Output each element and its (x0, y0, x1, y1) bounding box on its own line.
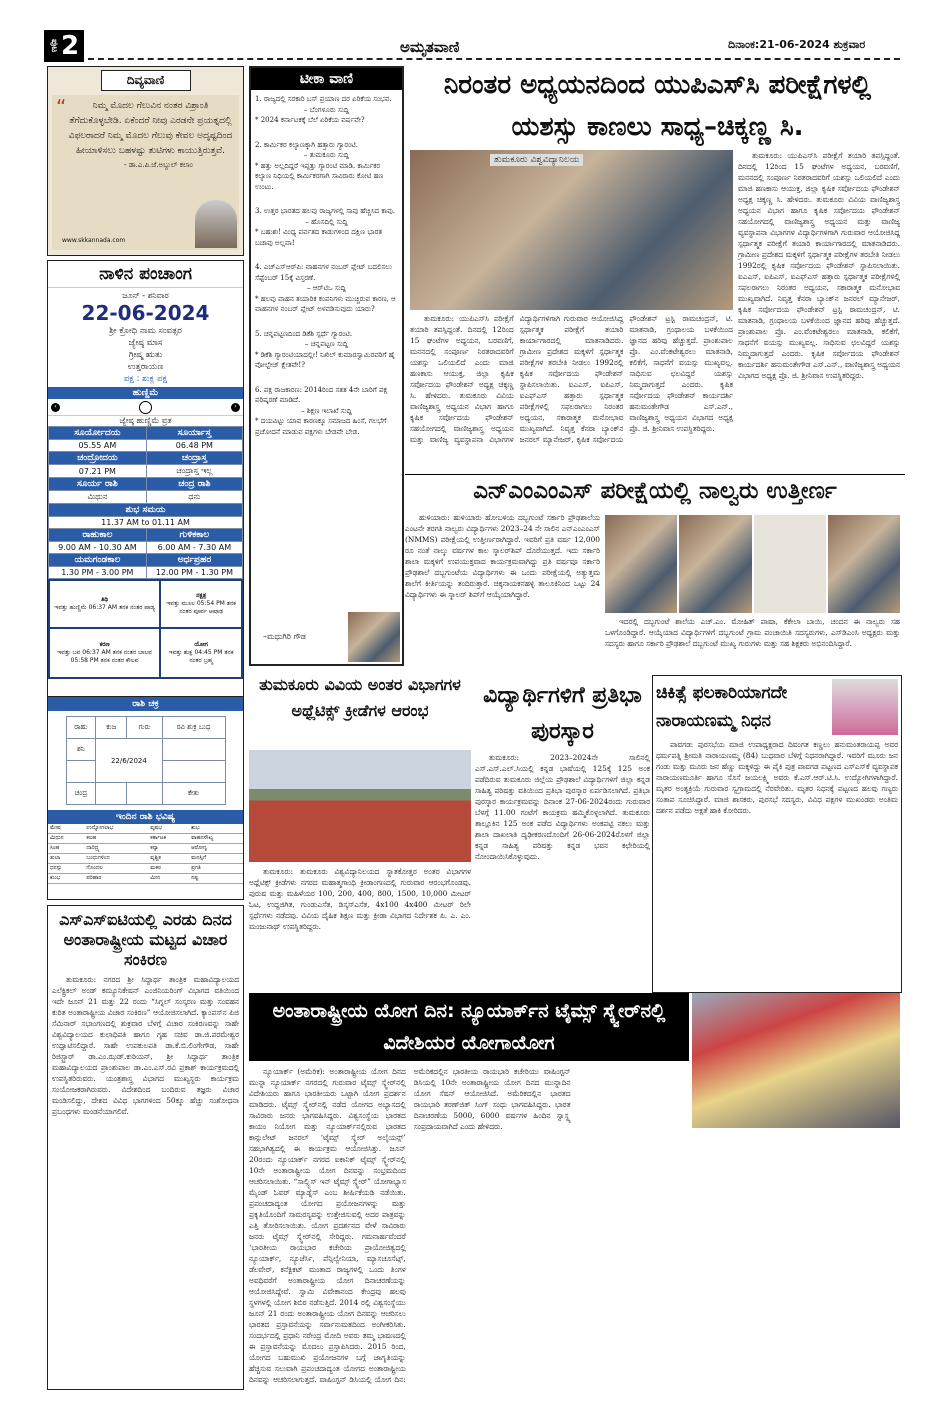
sunset-value: 06.48 PM (146, 440, 242, 452)
nmms-student-photos (605, 515, 900, 613)
athletics-body (249, 866, 471, 988)
divyavani-quote: ನಿಮ್ಮ ಮೊದಲ ಗೆಲುವಿನ ನಂತರ ವಿಶ್ರಾಂತಿ ತೆಗೆದುಕೊಳ್ಳಬೇಡಿ. ಏಕೆಂದರೆ ನೀವು ಎರಡನೇ ಪ್ರಯತ್ನದಲ್ಲಿ ವಿಫಲರಾದರೆ ನಿಮ್ಮ ಮೊದಲ ಗೆಲುವು ಕೇವಲ ಅದೃಷ್ಟದಿಂದ ಹೀಯಾಳಿಸಲು ಬಹಳಷ್ಟು ತುಟಿಗಳು ಕಾಯುತ್ತಿರುತ್ತವೆ. (68, 101, 233, 156)
moonrise-label: ಚಂದ್ರೋದಯ (49, 452, 147, 465)
yamaganda-value: 1.30 PM - 3.00 PM (49, 567, 147, 579)
rashi-bhavishya-cell: ಮಿಥುನ (48, 834, 84, 844)
rashi-cell: ರವಿ ಶುಕ್ರ ಬುಧ (162, 717, 225, 739)
rashi-bhavishya-row (48, 834, 243, 844)
tika-news: 5. ಚನ್ನಪಟ್ಟಣದಿಂದ ಡಿಕೆಶಿ ಸ್ಪರ್ಧೆ ಗ್ಯಾರಂಟಿ. (255, 329, 353, 338)
rashi-bhavishya-table (48, 824, 243, 884)
pratibha-headline: ವಿದ್ಯಾರ್ಥಿಗಳಿಗೆ ಪ್ರತಿಭಾ ಪುರಸ್ಕಾರ (483, 683, 642, 744)
tika-comment: * ಹಲವು ವಾಹನ ತಯಾರಿಕ ಕಂಪನಿಗಳು ಮುಚ್ಚಿರುವ ಕಾರಣ, ಆ ವಾಹನಗಳ ನಂಬರ್ ಪ್ಲೇಟ್ ಅಳವಡಿಸುವುದು ಯಾರು? (255, 294, 396, 313)
yamaganda-label: ಯಮಗಂಡಕಾಲ (49, 554, 147, 567)
rashi-bhavishya-cell: ಮಕರ (148, 864, 189, 874)
shubha-label: ಶುಭ ಸಮಯ (49, 504, 243, 517)
divyavani-author: - ಡಾ.ಎ.ಪಿ.ಜೆ.ಅಬ್ದುಲ್ ಕಲಾಂ (123, 161, 193, 169)
samvatsara: ಶ್ರೀ ಕ್ರೋಧಿ ನಾಮ ಸಂವತ್ಸರ (109, 326, 182, 336)
pratibha-text: ತುಮಕೂರು: 2023–2024ನೇ ಸಾಲಿನಲ್ಲಿ ಎಸ್.ಎಸ್.ಎಲ್.ಸಿಯಲ್ಲಿ ಕನ್ನಡ ಭಾಷೆಯಲ್ಲಿ 125ಕ್ಕೆ 125 ಅಂಕ ಪಡೆದಿರುವ ತುಮಕೂರು ಜಿಲ್ಲೆಯ ಪ್ರೌಢಶಾಲೆ ವಿದ್ಯಾರ್ಥಿಗಳಿಗೆ ಜಿಲ್ಲಾ ಕನ್ನಡ ಸಾಹಿತ್ಯ ಪರಿಷತ್ತು ವತಿಯಿಂದ ಪ್ರತಿಭಾ ಪುರಸ್ಕಾರ ಏರ್ಪಡಿಸಲಾಗಿದೆ. ಪ್ರತಿಭಾ ಪುರಸ್ಕಾರ ಕಾರ್ಯಕ್ರಮವನ್ನು ದಿನಾಂಕ 27-06-2024ರಂದು ಗುರುವಾರ ಬೆಳಗ್ಗೆ 11.00 ಗಂಟೆಗೆ ಕಾಯಕ್ರಮ ಹಮ್ಮಿಕೊಳ್ಳಲಾಗಿದೆ. ತುಮಕೂರು ತಾಲ್ಲೂಕಿನ 125 ಅಂಕ ಪಡೆದ ವಿದ್ಯಾರ್ಥಿಗಳು ಅಂಕಪಟ್ಟಿ ನಕಲು ಮತ್ತು ಶಾಲಾ ದಾಖಲಾತಿ ದೃಢೀಕರಣದೊಂದಿಗೆ 26-06-2024ರೊಳಗೆ ಜಿಲ್ಲಾ ಕನ್ನಡ ಸಾಹಿತ್ಯ ಪರಿಷತ್ತು ಕನ್ನಡ ಭವನ ಕಛೇರಿಯಲ್ಲಿ ನೋಂದಾಯಿಸಿಕೊಳ್ಳುವುದು. (475, 753, 650, 861)
tika-author: –ಮಧುಗಿರಿ ಗೌಡ (263, 632, 306, 641)
tika-news: 1. ರಾಜ್ಯದಲ್ಲಿ ಸರಕಾರಿ ಬಸ್ ಪ್ರಯಾಣ ದರ ಏರಿಕೆಯ ಸಂಭವ. (255, 95, 392, 103)
rashi-bhavishya-cell: ಕರ್ಕಾಟಕ (148, 834, 189, 844)
tika-news: 4. ಎಚ್‌ಎಸ್‌ಆರ್‌ಪಿ: ವಾಹನಗಳ ನಂಬರ್ ಪ್ಲೇಟ್ ಬದಲಿಸಲು ಸೆಪ್ಟೆಂಬರ್ 15ಕ್ಕೆ ವಿಸ್ತರಣೆ. (255, 263, 392, 282)
tika-item (255, 385, 398, 438)
header-divider (88, 58, 900, 60)
ssit-article (47, 905, 244, 1390)
sunset-label: ಸೂರ್ಯಾಸ್ತ (146, 427, 242, 440)
student-photo (605, 515, 677, 613)
athletics-photo (249, 750, 471, 862)
prev-arrow-icon[interactable]: ‹ (51, 403, 60, 412)
rashi-bhavishya-row (48, 824, 243, 834)
upsc-body: ತುಮಕೂರು: ಯುಪಿಎಸ್‌ಸಿ ಪರೀಕ್ಷೆಗೆ ತಯಾರಿ ತಪಸ್ಸಿದ್ದಂತೆ. ದಿನದಲ್ಲಿ 12ರಿಂದ 15 ಘಂಟೆಗಳ ಅಧ್ಯಯನ, ಬರವಣಿಗೆ, ಮನನದಲ್ಲಿ ಸಂಪೂರ್ಣ ನಿರತರಾದವರಿಗೆ ಯಶಸ್ಸು ಒಲಿಯಲಿದೆ ಎಂದು ಮಾಜಿ ಹಣಕಾಸು ಆಯುಕ್ತ, ಜಿಲ್ಲಾ ಕೃಷಿಕ ಸರ್ವೋದಯ ಫೌಂಡೇಶನ್ ಅಧ್ಯಕ್ಷ ಚಿಕ್ಕಣ್ಣ ಸಿ. ಹೇಳಿದರು. ತುಮಕೂರು ವಿವಿಯ ವಾಣಿಜ್ಯಶಾಸ್ತ್ರ ಅಧ್ಯಯನ ವಿಭಾಗ ಹಾಗೂ ಕೃಷಿಕ ಸರ್ವೋದಯ ಫೌಂಡೇಶನ್ ಸಹಯೋಗದಲ್ಲಿ ವಾಣಿಜ್ಯಶಾಸ್ತ್ರ ಅಧ್ಯಯನ ಮತ್ತು ವಾಣಿಜ್ಯ ವ್ಯವಸ್ಥಾಪನಾ ವಿಭಾಗಗಳ ವಿದ್ಯಾರ್ಥಿಗಳಿಗಾಗಿ ಗುರುವಾರ ಆಯೋಜಿಸಿದ್ದ ಸ್ಪರ್ಧಾತ್ಮಕ ಪರೀಕ್ಷೆಗೆ ತಯಾರಿ ಕಾರ್ಯಾಗಾರದಲ್ಲಿ ಮಾತನಾಡಿದರು. ಗ್ರಾಮೀಣ ಪ್ರದೇಶದ ಮಕ್ಕಳಿಗೆ ಸ್ಪರ್ಧಾತ್ಮಕ ಪರೀಕ್ಷೆಗಳ ತರಬೇತಿ ನೀಡಲು 1992ರಲ್ಲಿ ಕೃಷಿಕ ಸರ್ವೋದಯ ಫೌಂಡೇಶನ್ ಸ್ಥಾಪಿಸಲಾಯಿತು. ಐಎಎಸ್, ಐಪಿಎಸ್, ಐಎಫ್‌ಎಸ್ ಹತ್ತಾರು ಸ್ಪರ್ಧಾತ್ಮಕ ಪರೀಕ್ಷೆಗಳಲ್ಲಿ ಸಫಲರಾಗಲು ನಿರಂತರ ಅಧ್ಯಯನ, ಸಕಾರಾತ್ಮಕ ಮನೋಭಾವ ಮುಖ್ಯವಾಗಿದೆ. ನಿವೃತ್ತ ಕೆನರಾ ಬ್ಯಾಂಕ್‌ನ ಜನರಲ್ ಮ್ಯಾನೇಜರ್, ಕೃಷಿಕ ಸರ್ವೋದಯ ಫೌಂಡೇಶನ್ ಟ್ರಸ್ಟಿ ರಾಮಚಂದ್ರನ್, ಟಿ. ಮಾತನಾಡಿ, ಗ್ರಂಥಾಲಯ ಬಳಕೆಯಿಂದ ಜ್ಞಾನದ ಹರಿವು ಹೆಚ್ಚುತ್ತದೆ. ಪ್ರಾಂಶುಪಾಲ ಪ್ರೊ. ಎಂ.ವೆಂಕಟೇಶ್ವರಲು ಮಾತನಾಡಿ, ಕಲಿಕೆಗೆ, ಸಾಧನೆಗೆ ವಯಸ್ಸು ಮುಖ್ಯವಲ್ಲ. ಸಾಧಿಸುವ ಛಲವಿದ್ದರೆ ಯಶಸ್ಸು ನಿಮ್ಮದಾಗುತ್ತದೆ ಎಂದರು. ಕೃಷಿಕ ಸರ್ವೋದಯ ಫೌಂಡೇಶನ್ ಕಾರ್ಯದರ್ಶಿ ಹನುಮಂತೇಗೌಡ ಎಸ್.ಎನ್., ವಾಣಿಜ್ಯಶಾಸ್ತ್ರ ಅಧ್ಯಯನ ವಿಭಾಗದ ಅಧ್ಯಕ್ಷ ಪ್ರೊ. ಜಿ. ಶ್ರೀನಿವಾಸ ಉಪಸ್ಥಿತರಿದ್ದರು. (410, 314, 733, 444)
tithi-band: ಹುಣ್ಣಿಮೆ (48, 387, 243, 399)
rashi-bhavishya-cell: ಸಿಂಹ (48, 844, 84, 854)
page-number-badge: ಪುಟ 2 (44, 30, 84, 62)
karana-value: ಇವತ್ತು ಬವ 06:37 AM ತನಕ ನಂತರ ಬಾಲವ 05:58 PM ತನಕ ನಂತರ ಕೌಲವ (57, 649, 153, 664)
rashi-bhavishya-title: ಇಂದಿನ ರಾಶಿ ಭವಿಷ್ಯ (48, 810, 243, 824)
tika-source: – ಹೊಸದಿಲ್ಲಿ ಸುದ್ದಿ (305, 217, 348, 226)
rashi-bhavishya-cell: ಆರೋಗ್ಯ (189, 844, 243, 854)
nmms-body (405, 512, 600, 667)
obituary-headline: ಚಿಕಿತ್ಸೆ ಫಲಕಾರಿಯಾಗದೇ ನಾರಾಯಣಮ್ಮ ನಿಧನ (656, 683, 788, 731)
obituary-photo (832, 679, 898, 735)
rashi-cell: ಕುಜ (96, 717, 127, 739)
rahukala-label: ರಾಹುಕಾಲ (49, 529, 147, 542)
tika-source: – ಶಿಕ್ಷಣ ಇಲಾಖೆ ಸುದ್ದಿ (301, 406, 352, 415)
rashi-bhavishya-cell: ಪರಿಹಾರ (84, 874, 148, 884)
newspaper-name: ಅಮೃತವಾಣಿ (400, 38, 460, 56)
tika-vani-box (249, 66, 404, 666)
rashi-bhavishya-cell: ಮೀನ (148, 874, 189, 884)
next-arrow-icon[interactable]: › (231, 403, 240, 412)
rashi-cell: ಶನಿ (66, 739, 96, 761)
tithi-value: ಇವತ್ತು ಹುಣ್ಣಿಮೆ 06:37 AM ತನಕ ನಂತರ ಪಾಡ್ಯ (54, 604, 155, 611)
rashi-bhavishya-cell: ಪ್ರಗತಿ (189, 864, 243, 874)
panchang-timings-table (48, 426, 243, 579)
rashi-bhavishya-cell: ಕಲಹ (84, 834, 148, 844)
chandra-rashi-label: ಚಂದ್ರ ರಾಶಿ (146, 478, 242, 491)
karana-label: ಕರಣ (99, 641, 110, 648)
yoga-headline: ಅಂತಾರಾಷ್ಟ್ರೀಯ ಯೋಗ ದಿನ: ನ್ಯೂಯಾರ್ಕ್‌ನ ಟೈಮ್ಸ್ ಸ್ಕ್ವೇರ್‌ನಲ್ಲಿ ವಿದೇಶಿಯರ ಯೋಗಾಯೋಗ (249, 993, 689, 1061)
gulika-label: ಗುಳಿಕಕಾಲ (146, 529, 242, 542)
rashi-bhavishya-cell: ನಷ್ಟ (189, 874, 243, 884)
yoga-value: ಇವತ್ತು ಶುಕ್ಲ 04:45 PM ತನಕ ನಂತರ ಬ್ರಹ್ಮ (168, 649, 234, 664)
event-banner: ತುಮಕೂರು ವಿಶ್ವವಿದ್ಯಾನಿಲಯ (490, 154, 583, 166)
gulika-value: 6.00 AM - 7.30 AM (146, 542, 242, 554)
pratibha-body (475, 752, 650, 988)
tika-comment: * ಹತ್ತು ಅಲ್ಲದಿದ್ದರೆ ಇಪ್ಪತ್ತು ಗ್ಯಾರಂಟಿ ಮಾಡಿ. ಕಾರ್ಮಿಕರ ಕಲ್ಯಾಣ ನಿಧಿಯಲ್ಲಿ ಕಾರ್ಮಿಕರಗಾಗಿ ಸಾವಿರಾರು ಕೋಟಿ ಹಣ ಉಂಟು. (255, 161, 384, 191)
panchang-details-grid (48, 579, 243, 679)
nakshatra-value: ಇವತ್ತು ಮೂಲ 05:54 PM ತನಕ ನಂತರ ಪೂರ್ವ ಆಷಾಢ (166, 600, 236, 615)
upsc-body-left (410, 313, 733, 471)
surya-rashi-value: ಮಿಥುನ (49, 491, 147, 504)
tika-item (255, 140, 398, 193)
rashi-chakra-title: ರಾಶಿ ಚಕ್ರ (48, 697, 243, 711)
ayana: ಉತ್ತರಾಯಣ (127, 362, 164, 372)
rashi-bhavishya-cell: ಧನಸ್ಸು (48, 864, 84, 874)
nakshatra-label: ನಕ್ಷತ್ರ (196, 592, 207, 599)
athletics-headline: ತುಮಕೂರು ವಿವಿಯ ಅಂತರ ವಿಭಾಗಗಳ ಅಥ್ಲೆಟಿಕ್ಸ್ ಕ್ರೀಡೆಗಳ ಆರಂಭ (259, 675, 461, 720)
rashi-bhavishya-cell: ಮೇಷ (48, 824, 84, 834)
panchang-title: ನಾಳಿನ ಪಂಚಾಂಗ (48, 261, 243, 288)
tika-item (255, 329, 398, 371)
moonrise-value: 07.21 PM (49, 465, 147, 478)
tika-news: 2. ಕಾರ್ಮಿಕರ ಕಲ್ಯಾಣಕ್ಕಾಗಿ ಹತ್ತಾರು ಗ್ಯಾರಂಟಿ. (255, 140, 358, 149)
vrata: ಜ್ಯೇಷ್ಠ ಹುಣ್ಣಿಮೆ ವ್ರತ (48, 415, 243, 426)
tika-source: – ಚನ್ನಪಟ್ಟಣ ಸುದ್ದಿ (304, 340, 349, 348)
rashi-chakra-box (47, 696, 244, 900)
masa: ಜ್ಯೇಷ್ಠ ಮಾಸ (128, 338, 163, 348)
rashi-bhavishya-cell: ತುಲಾ (48, 854, 84, 864)
rashi-cell: ರಾಹು (66, 717, 96, 739)
divyavani-box (47, 66, 244, 256)
columnist-photo (348, 612, 400, 662)
ardhaprahara-value: 12.00 PM - 1.30 PM (146, 567, 242, 579)
tika-source: – ಬೆಂಗಳೂರು ಸುದ್ದಿ (303, 105, 350, 114)
rashi-bhavishya-cell: ಉದ್ಯೋಗಲಾಭ (84, 824, 148, 834)
tika-comment: * ದಯವಿಟ್ಟು ಯಾವ ಕಾರಣಕ್ಕೂ ಸಮಾಜದ ಹಿಂಸೆ, ಗಲಭೆಗೆ ಪ್ರಚೋದನೆ ಮಾಡುವ ಪಕ್ಷಗಳು ಬೇಡವೇ ಬೇಡ. (255, 417, 387, 436)
rashi-bhavishya-cell: ಕನ್ಯಾ (148, 844, 189, 854)
tika-item (255, 94, 398, 126)
full-moon-icon (139, 401, 152, 414)
rashi-bhavishya-row (48, 864, 243, 874)
nmms-headline: ಎನ್‌ಎಂಎಂಎಸ್ ಪರೀಕ್ಷೆಯಲ್ಲಿ ನಾಲ್ವರು ಉತ್ತೀರ್ಣ (405, 474, 905, 506)
surya-rashi-label: ಸೂರ್ಯ ರಾಶಿ (49, 478, 147, 491)
tika-news: 6. ಪಕ್ಷ ರಾಜಕಾರಣ: 2014ರಿಂದ ಸತತ 4ನೇ ಬಾರಿಗೆ ಪಕ್ಷ ಪರಿಷ್ಕರಣೆ ಮಾಡಿದೆ. (255, 385, 388, 404)
moonset-value: ಚಂದ್ರಾಸ್ತ ಇಲ್ಲ (146, 465, 242, 478)
rashi-bhavishya-cell: ಶುಭ (189, 824, 243, 834)
tika-vani-title: ಟೀಕಾ ವಾಣಿ (251, 68, 402, 90)
ssit-headline: ಎಸ್‌ಎಸ್‌ಐಟಿಯಲ್ಲಿ ಎರಡು ದಿನದ ಅಂತಾರಾಷ್ಟ್ರೀಯ ಮಟ್ಟದ ವಿಚಾರ ಸಂಕಿರಣ (59, 910, 232, 969)
yoga-text: ನ್ಯೂಯಾರ್ಕ್ (ಅಮೆರಿಕ): ಅಂತಾರಾಷ್ಟ್ರೀಯ ಯೋಗ ದಿನದ ಮುನ್ನಾ ನ್ಯೂಯಾರ್ಕ್ ನಗರದಲ್ಲಿ ಗುರುವಾರ ಟೈಮ್ಸ್ ಸ್ಕ್ವೇರ್‌ನಲ್ಲಿ ವಿದೇಶಿಯರು ಹಾಗೂ ಭಾರತೀಯರು ಒಟ್ಟಾಗಿ ಯೋಗ ಪ್ರದರ್ಶನ ಮಾಡಿದರು. ಟೈಮ್ಸ್ ಸ್ಕ್ವೇರ್‌ನಲ್ಲಿ ನಡೆದ ಯೋಗದ ಅಭ್ಯಾಸದಲ್ಲಿ ಸಾವಿರಾರು ಜನರು ಭಾಗವಹಿಸಿದ್ದರು. ವಿಶ್ವಸಂಸ್ಥೆಯ ಭಾರತದ ಕಾಯಂ ನಿಯೋಗ ಮತ್ತು ನ್ಯೂಯಾರ್ಕ್‌ನಲ್ಲಿರುವ ಭಾರತದ ಕಾನ್ಸುಲೇಟ್ ಜನರಲ್ ‘ಟೈಮ್ಸ್ ಸ್ಕ್ವೇರ್ ಅಲೈಯನ್ಸ್’ ಸಹಭಾಗಿತ್ವದಲ್ಲಿ ಈ ಕಾರ್ಯಕ್ರಮ ಆಯೋಜಿಸಿತ್ತು. ಜೂನ್ 20ರಂದು ನ್ಯೂಯಾರ್ಕ್ ನಗರದ ಐಕಾನಿಕ್ ಟೈಮ್ಸ್ ಸ್ಕ್ವೇರ್‌ನಲ್ಲಿ 10ನೇ ಅಂತಾರಾಷ್ಟ್ರೀಯ ಯೋಗ ದಿನವನ್ನು ಸಂಭ್ರಮದಿಂದ ಆಚರಿಸಲಾಯಿತು. “ಸಾಲ್ಸ್ಟಿಸ್ ಇನ್ ಟೈಮ್ಸ್ ಸ್ಕ್ವೇರ್” ಯೋಗಾಭ್ಯಾಸ ಮೈಂಡ್ ಓವರ್ ಮ್ಯಾಡ್ನೆಸ್ ಎಂಬ ಶೀರ್ಷಿಕೆಯಡಿ ನಡೆಯಿತು. ಪ್ರಪಂಚದಾದ್ಯಂತ ಯೋಗದ ಪ್ರಯೋಜನಗಳನ್ನು ಮತ್ತು ಪ್ರಕೃತಿಯೊಂದಿಗೆ ಸಾಮರಸ್ಯವನ್ನು ಉತ್ತೇಜಿಸುವಲ್ಲಿ ಅದರ ಪಾತ್ರವನ್ನು ಎತ್ತಿ ತೋರಿಸಲಾಯಿತು. ಯೋಗ ಪ್ರದರ್ಶನದ ವೇಳೆ ಸಾವಿರಾರು ಜನರು ಟೈಮ್ಸ್ ಸ್ಕ್ವೇರ್‌ನಲ್ಲಿ ಸೇರಿದ್ದರು. ಗಮನಾರ್ಹವೆಂದರೆ ‘ಭಾರತೀಯ ರಾಯಭಾರ ಕಚೇರಿಯ ಪ್ರಾಯೋಜಿತ್ವದಲ್ಲಿ ನ್ಯೂಯಾರ್ಕ್, ನ್ಯೂಜೆರ್ಸಿ, ಪೆನ್ಸಿಲ್ವೇನಿಯಾ, ಮ್ಯಾಸಚೂಸೆಟ್ಸ್, ಡೆಲವೇರ್, ಕನೆಕ್ಟಿಕಟ್ ಮಂತಾದ ರಾಜ್ಯಗಳಲ್ಲಿ ಒಂದು ತಿಂಗಳ ಅವಧಿವರೆಗೆ ಅಂತಾರಾಷ್ಟ್ರೀಯ ಯೋಗ ದಿನಾಚರಣೆಯನ್ನು ಆಯೋಜಿಸಿದ್ದೇವೆ. ಸ್ವಾಮಿ ವಿವೇಕಾನಂದ ಕೇಂದ್ರವು ಹಲವು ಸ್ಥಳಗಳಲ್ಲಿ ಯೋಗ ಶಿಬಿರ ನಡೆಸುತ್ತಿದೆ. 2014 ರಲ್ಲಿ ವಿಶ್ವಸಂಸ್ಥೆಯು ಜೂನ್ 21 ರಂದು ಅಂತಾರಾಷ್ಟ್ರೀಯ ಯೋಗ ದಿನವನ್ನು ಆಚರಿಸಲು ಭಾರತದ ಪ್ರಸ್ತಾವನೆಯನ್ನು ಸರ್ವಾನುಮತದಿಂದ ಅಂಗೀಕರಿಸಿತು. ಸಂದರ್ಭದಲ್ಲಿ ಪ್ರಧಾನಿ ನರೇಂದ್ರ ಮೋದಿ ಅವರು ತಮ್ಮ ಭಾಷಣದಲ್ಲಿ ಈ ಪ್ರಸ್ತಾವನೆಯನ್ನು ಮೊದಲು ಪ್ರಸ್ತಾಪಿಸಿದರು. 2015 ರಿಂದ, ಯೋಗದ ಬಹುಮುಖಿ ಪ್ರಯೋಜನಗಳ ಬಗ್ಗೆ ಜಾಗೃತಿಯನ್ನು ಹೆಚ್ಚಿಸುವ ಸಲುವಾಗಿ ಪ್ರಪಂಚದಾದ್ಯಂತ ಯೋಗದ ಅಂತಾರಾಷ್ಟ್ರೀಯ ದಿನವನ್ನು ಆಚರಿಸಲಾಗುತ್ತದೆ. ವಾಷಿಂಗ್ಟನ್ ಡಿಸಿಯಲ್ಲಿ ಯೋಗ ದಿನ: ಅಮೆರಿಕದಲ್ಲಿನ ಭಾರತೀಯ ರಾಯಭಾರಿ ಕಚೇರಿಯು ವಾಷಿಂಗ್ಟನ್ ಡಿಸಿಯಲ್ಲಿ 10ನೇ ಅಂತಾರಾಷ್ಟ್ರೀಯ ಯೋಗ ದಿನದ ಮುನ್ನಾದಿನ ಯೋಗ ಸೆಷನ್ ಆಯೋಜಿಸಿದೆ. ಅಮೆರಿಕದಲ್ಲಿನ ಭಾರತದ ರಾಯಭಾರಿ ತರಣ್‌ಜಿತ್ ಸಿಂಗ್ ಸಂಧು ಭಾಗವಹಿಸಿದ್ದರು. ಭಾರತ ದಿನಾಚರಣೆಯ 5000, 6000 ವರ್ಷಗಳ ಹಿಂದಿನ ಸ್ವಾಸ್ಥ್ಯ ಸಂಪ್ರದಾಯವಾಗಿದೆ ಎಂದು ಹೇಳಿದರು. (249, 1067, 571, 1384)
student-photo (828, 515, 900, 613)
moonset-label: ಚಂದ್ರಾಸ್ತ (146, 452, 242, 465)
student-photo (679, 515, 751, 613)
rashi-bhavishya-cell: ವಾಹನಸೌಖ್ಯ (189, 834, 243, 844)
website: www.skkannada.com (62, 237, 126, 244)
tika-source: – ತುಮಕೂರು ಸುದ್ದಿ (303, 151, 350, 159)
upsc-body-continued: ತುಮಕೂರು: ಯುಪಿಎಸ್‌ಸಿ ಪರೀಕ್ಷೆಗೆ ತಯಾರಿ ತಪಸ್ಸಿದ್ದಂತೆ. ದಿನದಲ್ಲಿ 12ರಿಂದ 15 ಘಂಟೆಗಳ ಅಧ್ಯಯನ, ಬರವಣಿಗೆ, ಮನನದಲ್ಲಿ ಸಂಪೂರ್ಣ ನಿರತರಾದವರಿಗೆ ಯಶಸ್ಸು ಒಲಿಯಲಿದೆ ಎಂದು ಮಾಜಿ ಹಣಕಾಸು ಆಯುಕ್ತ, ಜಿಲ್ಲಾ ಕೃಷಿಕ ಸರ್ವೋದಯ ಫೌಂಡೇಶನ್ ಅಧ್ಯಕ್ಷ ಚಿಕ್ಕಣ್ಣ ಸಿ. ಹೇಳಿದರು. ತುಮಕೂರು ವಿವಿಯ ವಾಣಿಜ್ಯಶಾಸ್ತ್ರ ಅಧ್ಯಯನ ವಿಭಾಗ ಹಾಗೂ ಕೃಷಿಕ ಸರ್ವೋದಯ ಫೌಂಡೇಶನ್ ಸಹಯೋಗದಲ್ಲಿ ವಾಣಿಜ್ಯಶಾಸ್ತ್ರ ಅಧ್ಯಯನ ಮತ್ತು ವಾಣಿಜ್ಯ ವ್ಯವಸ್ಥಾಪನಾ ವಿಭಾಗಗಳ ವಿದ್ಯಾರ್ಥಿಗಳಿಗಾಗಿ ಗುರುವಾರ ಆಯೋಜಿಸಿದ್ದ ಸ್ಪರ್ಧಾತ್ಮಕ ಪರೀಕ್ಷೆಗೆ ತಯಾರಿ ಕಾರ್ಯಾಗಾರದಲ್ಲಿ ಮಾತನಾಡಿದರು. ಗ್ರಾಮೀಣ ಪ್ರದೇಶದ ಮಕ್ಕಳಿಗೆ ಸ್ಪರ್ಧಾತ್ಮಕ ಪರೀಕ್ಷೆಗಳ ತರಬೇತಿ ನೀಡಲು 1992ರಲ್ಲಿ ಕೃಷಿಕ ಸರ್ವೋದಯ ಫೌಂಡೇಶನ್ ಸ್ಥಾಪಿಸಲಾಯಿತು. ಐಎಎಸ್, ಐಪಿಎಸ್, ಐಎಫ್‌ಎಸ್ ಹತ್ತಾರು ಸ್ಪರ್ಧಾತ್ಮಕ ಪರೀಕ್ಷೆಗಳಲ್ಲಿ ಸಫಲರಾಗಲು ನಿರಂತರ ಅಧ್ಯಯನ, ಸಕಾರಾತ್ಮಕ ಮನೋಭಾವ ಮುಖ್ಯವಾಗಿದೆ. ನಿವೃತ್ತ ಕೆನರಾ ಬ್ಯಾಂಕ್‌ನ ಜನರಲ್ ಮ್ಯಾನೇಜರ್, ಕೃಷಿಕ ಸರ್ವೋದಯ ಫೌಂಡೇಶನ್ ಟ್ರಸ್ಟಿ ರಾಮಚಂದ್ರನ್, ಟಿ. ಮಾತನಾಡಿ, ಗ್ರಂಥಾಲಯ ಬಳಕೆಯಿಂದ ಜ್ಞಾನದ ಹರಿವು ಹೆಚ್ಚುತ್ತದೆ. ಪ್ರಾಂಶುಪಾಲ ಪ್ರೊ. ಎಂ.ವೆಂಕಟೇಶ್ವರಲು ಮಾತನಾಡಿ, ಕಲಿಕೆಗೆ, ಸಾಧನೆಗೆ ವಯಸ್ಸು ಮುಖ್ಯವಲ್ಲ. ಸಾಧಿಸುವ ಛಲವಿದ್ದರೆ ಯಶಸ್ಸು ನಿಮ್ಮದಾಗುತ್ತದೆ ಎಂದರು. ಕೃಷಿಕ ಸರ್ವೋದಯ ಫೌಂಡೇಶನ್ ಕಾರ್ಯದರ್ಶಿ ಹನುಮಂತೇಗೌಡ ಎಸ್.ಎನ್., ವಾಣಿಜ್ಯಶಾಸ್ತ್ರ ಅಧ್ಯಯನ ವಿಭಾಗದ ಅಧ್ಯಕ್ಷ ಪ್ರೊ. ಜಿ. ಶ್ರೀನಿವಾಸ ಉಪಸ್ಥಿತರಿದ್ದರು. (738, 151, 900, 380)
issue-date: ದಿನಾಂಕ:21-06-2024 ಶುಕ್ರವಾರ (728, 38, 866, 51)
rashi-cell: ಕೇತು (162, 783, 225, 805)
rashi-bhavishya-cell: ದಾರಿದ್ರ್ಯ (84, 844, 148, 854)
tika-news: 3. ಉತ್ತರ ಭಾರತದ ಹಲವು ರಾಜ್ಯಗಳಲ್ಲಿ ಸಾವು ಹೆಚ್ಚಿಸಿದ ಕಾವು. (255, 207, 395, 215)
tika-comment: * 2024 ಕರ್ನಾಟಕಕ್ಕೆ ಬೆಲೆ ಏರಿಕೆಯ ವರ್ಷವೇ? (255, 116, 365, 124)
rashi-bhavishya-cell: ಕುಂಭ (48, 874, 84, 884)
nmms-text: ಹುಳಿಯಾರು: ಹುಳಿಯಾರು ಹೋಬಳಿಯ ದಬ್ಬಗುಂಟೆ ಸರ್ಕಾರಿ ಪ್ರೌಢಶಾಲೆಯ ಎಂಟನೇ ತರಗತಿ ನಾಲ್ವರು ವಿದ್ಯಾರ್ಥಿಗಳು 2023–24 ನೇ ಸಾಲಿನ ಎನ್‌ಎಂಎಂಎಸ್ (NMMS) ಪರೀಕ್ಷೆಯಲ್ಲಿ ಉತ್ತೀರ್ಣರಾಗಿದ್ದಾರೆ. ಇವರಿಗೆ ಪ್ರತಿ ವರ್ಷ 12,000 ರೂ ನಂತೆ ನಾಲ್ಕು ವರ್ಷಗಳ ಕಾಲ ಸ್ಕಾಲರ್‌ಶಿಪ್ ದೊರೆಯುತ್ತದೆ. ಇದು ಸರ್ಕಾರಿ ಶಾಲಾ ಮಕ್ಕಳಿಗೆ ಉಪಯುಕ್ತವಾದ ಕಾರ್ಯಕ್ರಮವಾಗಿದ್ದು ಪ್ರತಿ ವರ್ಷವೂ ಸರ್ಕಾರಿ ಪ್ರೌಢಶಾಲೆ ದಬ್ಬಗುಂಟೆಯ ವಿದ್ಯಾರ್ಥಿಗಳು ಈ ಒಂದು ಪರೀಕ್ಷೆಯಲ್ಲಿ ಅತ್ಯುತ್ತಮ ಶಾಲೆಗೆ ಕೀರ್ತಿಯನ್ನು ತಂದಿರುತ್ತಾರೆ. ಚಿಕ್ಕನಾಯಕನಹಳ್ಳಿ ತಾಲೂಕಿನಿಂದ ಒಟ್ಟು 24 ವಿದ್ಯಾರ್ಥಿಗಳು ಈ ಸ್ಕಾಲರ್ ಶಿಪ್‌ಗೆ ಆಯ್ಕೆಯಾಗಿದ್ದಾರೆ. (405, 513, 600, 599)
tika-comment: * ಡಿಕೆಶಿ ಗ್ಯಾರಂಟಿಯಾದಲ್ಲೀ! ನಿಖಿಲ್ ಕುಮಾರಸ್ವಾಮಿರವರಿಗೆ ಹೈ ವೋಲ್ಟೇಜ್ ಕ್ಷೇತವೇ!? (255, 350, 395, 369)
rashi-bhavishya-row (48, 844, 243, 854)
tika-source: – ಆರ್‌ಟಿಒ ಸುದ್ದಿ (307, 284, 346, 292)
ssit-body: ತುಮಕೂರು: ನಗರದ ಶ್ರೀ ಸಿದ್ಧಾರ್ಥ ತಾಂತ್ರಿಕ ಮಹಾವಿದ್ಯಾಲಯದ ಎಲೆಕ್ಟ್ರಿಕಲ್ ಅಂಡ್ ಕಮ್ಯೂನಿಕೇಷನ್ ಎಂಜಿನಿಯರಿಂಗ್ ವಿಭಾಗದ ವತಿಯಿಂದ ಇದೇ ಜೂನ್ 21 ಮತ್ತು 22 ರಂದು “ಸಿಗ್ನಲ್ ಸಂಸ್ಕರಣ ಮತ್ತು ಸಂವಹನ ಕುರಿತ ಅಂತಾರಾಷ್ಟ್ರೀಯ ವಿಚಾರ ಸಂಕಿರಣ” ಆಯೋಜಿಸಲಾಗಿದೆ. ಕ್ಯಾಂಪಸ್‌ನ ಪಿಜಿ ಸೆಮಿನಾರ್ ಸಭಾಂಗಣದಲ್ಲಿ ಶುಕ್ರವಾರ ಬೆಳಗ್ಗೆ ವಿಚಾರ ಸಂಕಿರಣವನ್ನು ಸಾಹೇ ವಿಶ್ವವಿದ್ಯಾಲಯದ ಕುಲಾಧಿಪತಿ ಹಾಗೂ ಗೃಹ ಸಚಿವ ಡಾ.ಜಿ.ಪರಮೇಶ್ವರ ಉದ್ಘಾಟಿಸಲಿದ್ದಾರೆ. ಸಾಹೇ ಉಪಕುಲಪತಿ ಡಾ.ಕೆ.ಬಿ.ಲಿಂಗೇಗೌಡ, ಸಾಹೇ ರಿಜಿಸ್ಟ್ರಾರ್ ಡಾ.ಎಂ.ಝಡ್.ಕುರಿಯನ್, ಶ್ರೀ ಸಿದ್ಧಾರ್ಥ ತಾಂತ್ರಿಕ ಮಹಾವಿದ್ಯಾಲಯದ ಪ್ರಾಂಶುಪಾಲ ಡಾ.ಎಂ.ಎಸ್.ರವಿ ಪ್ರಕಾಶ್ ಕಾರ್ಯಕ್ರಮದಲ್ಲಿ ಉಪಸ್ಥಿತರಿರುವರು. ಯಂತ್ರಶಾಸ್ತ್ರ ವಿಭಾಗದ ಮುಖ್ಯಸ್ಥರು ಕಾರ್ಯಕ್ರಮ ಸಂಯೋಜಕರಾಗಿರುವರು. ವಿದೇಶದಿಂದ ಬಂದಿರುವ ತಜ್ಞರು ವಿಚಾರ ಮಂಡಿಸಲಿದ್ದು, ದೇಶದ ವಿವಿಧ ಭಾಗಗಳಿಂದ 50ಕ್ಕೂ ಹೆಚ್ಚು ಸಂಶೋಧನಾ ಪ್ರಬಂಧಗಳು ಮಂಡನೆಯಾಗಲಿವೆ. (52, 975, 239, 1116)
quote-icon: “ (56, 95, 67, 119)
tika-comment: * ಬಹುಶಃ! ವಿಂಧ್ಯ ಪರ್ವತದ ಕಾಡುಗಳಿಂದ ದಕ್ಷಿಣ ಭಾರತ ಬಚಾವು ಅಲ್ಲವಾ! (255, 228, 383, 247)
paksha: ಪಕ್ಷ : ಶುಕ್ಲ ಪಕ್ಷ (123, 374, 168, 384)
rashi-cell: ಗುರು (127, 717, 162, 739)
sunrise-value: 05.55 AM (49, 440, 147, 452)
upsc-headline: ನಿರಂತರ ಅಧ್ಯಯನದಿಂದ ಯುಪಿಎಸ್‌ಸಿ ಪರೀಕ್ಷೆಗಳಲ್ಲಿ ಯಶಸ್ಸು ಕಾಣಲು ಸಾಧ್ಯ–ಚಿಕ್ಕಣ್ಣ ಸಿ. (443, 70, 872, 142)
panchang-date: 22-06-2024 (81, 301, 210, 325)
rashi-bhavishya-cell: ಬಂಧುಗಳಿಂದ (84, 854, 148, 864)
rahukala-value: 9.00 AM - 10.30 AM (49, 542, 147, 554)
upsc-body-right (738, 150, 900, 470)
rashi-bhavishya-cell: ಗೊಂದಲ (84, 864, 148, 874)
kalam-portrait (195, 200, 237, 248)
tika-item (255, 262, 398, 315)
yoga-label: ಯೋಗ (194, 641, 208, 648)
panchang-month-day: ಜೂನ್ - ಶನಿವಾರ (122, 291, 169, 300)
rutu: ಗ್ರೀಷ್ಮ ಋತು (128, 350, 163, 360)
tika-item (255, 206, 398, 248)
tithi-label: ತಿಥಿ (101, 596, 109, 603)
yoga-body (249, 1066, 900, 1390)
rashi-cell: ಚಂದ್ರ (66, 783, 96, 805)
student-photo (754, 515, 826, 613)
obituary-text: ಪಾವಗಡ: ಪುರಸಭೆಯ ಮಾಜಿ ಉಪಾಧ್ಯಕ್ಷರಾದ ದಿವಂಗತ ಕಣ್ಣಲು ಹನುಮಂತರಾಯಪ್ಪ ಅವರ ಧರ್ಮಪತ್ನಿ ಶ್ರೀಮತಿ ನಾರಾಯಣಮ್ಮ (84) ಬುಧವಾರ ಬೆಳಿಗ್ಗೆ ನಿಧನರಾಗಿದ್ದಾರೆ. ಇವರಿಗೆ ಮೂರು ಜನ ಗಂಡು ಮತ್ತು ಮೂರು ಜನ ಹೆಣ್ಣು ಮಕ್ಕಳಿದ್ದು ಈ ಪೈಕಿ ಪುತ್ರ ಪಾವಗಡ ಪಟ್ಟಣದ ಎಸ್‌ಎಸ್‌ಕೆ ವ್ಯವಸ್ಥಾಪಕ ನಾರಾಯಣಮೂರ್ತಿ ಹಾಗೂ ಸೊಸೆ ಜಯಲಕ್ಷ್ಮಿ ಅವರು ಕೆ.ಎಸ್.ಆರ್.ಟಿ.ಸಿ. ಉದ್ಯೋಗಿಗಳಾಗಿದ್ದಾರೆ. ಮೃತರ ಅಂತ್ಯಕ್ರಿಯೆ ಗುರುವಾರ ಸ್ವಗ್ರಾಮದಲ್ಲಿ ನೆರವೇರಿತು. ಮೃತರ ನಿಧನಕ್ಕೆ ಪಟ್ಟಣದ ಹಲವು ಗಣ್ಯರು ಸಂತಾಪ ಸೂಚಿಸಿದ್ದಾರೆ. ಮಾಜಿ ಶಾಸಕರು, ಪುರಸಭೆ ಸದಸ್ಯರು, ವಿವಿಧ ಪಕ್ಷಗಳ ಮುಖಂಡರು ಅಂತಿಮ ದರ್ಶನ ಪಡೆದು ಅಕ್ಷತೆ ಹಾಕಿ ಕೋರಿದರು. (656, 740, 898, 815)
rashi-chakra-date: 22/6/2024 (96, 739, 162, 783)
rashi-chakra-grid (66, 716, 226, 805)
rashi-bhavishya-row (48, 874, 243, 884)
nmms-text-2: ಇದರಲ್ಲಿ ದಬ್ಬಗುಂಟೆ ಶಾಲೆಯ ಎಚ್.ಎಂ. ಮೋಹಿತ್ ಪಾಷಾ, ಕೆಕೇಲಾ ಬಾಯಿ, ಚಂದನ ಈ ನಾಲ್ವರು ಸಹ ಒಳಗೊಂಡಿದ್ದಾರೆ. ಆಯ್ಕೆಯಾದ ವಿದ್ಯಾರ್ಥಿಗಳಿಗೆ ದಬ್ಬಗುಂಟೆ ಗ್ರಾಮ ಪಂಚಾಯಿತಿ ಸದಸ್ಯರುಗಳು, ಎಸ್‌ಡಿಎಂಸಿ ಅಧ್ಯಕ್ಷರು ಮತ್ತು ಸದಸ್ಯರು ಹಾಗೂ ಸರ್ಕಾರಿ ಪ್ರೌಢಶಾಲೆ ದಬ್ಬಗುಂಟೆ ಮುಖ್ಯ ಗುರುಗಳು ಮತ್ತು ಸಹ ಶಿಕ್ಷಕರು ಅಭಿನಂದಿಸಿದ್ದಾರೆ. (605, 617, 900, 648)
divyavani-title: ದಿವ್ಯವಾಣಿ (101, 70, 191, 91)
athletics-text: ತುಮಕೂರು: ತುಮಕೂರು ವಿಶ್ವವಿದ್ಯಾನಿಲಯದ ಸ್ನಾತಕೋತ್ತರ ಅಂತರ ವಿಭಾಗಗಳ ಅಥ್ಲೆಟಿಕ್ಸ್ ಕ್ರೀಡೆಗಳು ನಗರದ ಮಹಾತ್ಮಗಾಂಧಿ ಕ್ರೀಡಾಂಗಣದಲ್ಲಿ ಗುರುವಾರ ಆರಂಭಗೊಂಡವು. ಪುರುಷ ಮತ್ತು ಮಹಿಳೆಯರ 100, 200, 400, 800, 1500, 10,000 ಮೀಟರ್ ಓಟ, ಉದ್ದಜಿಗಿತ, ಗುಂಡುಎಸೆತ, ಡಿಸ್ಕಸ್‌ಎಸೆತ, 4x100 4x400 ಮೀಟರ್ ರಿಲೇ ಸ್ಪರ್ಧೆಗಳು ನಡೆದವು. ವಿವಿಯ ದೈಹಿಕ ಶಿಕ್ಷಣ ಮತ್ತು ಕ್ರೀಡಾ ವಿಭಾಗದ ನಿರ್ದೇಶಕ ಪಿ. ಎ. ಎಂ. ಮಂಜುನಾಥ್ ಉಪಸ್ಥಿತರಿದ್ದರು. (249, 867, 471, 931)
chandra-rashi-value: ಧನು (146, 491, 242, 504)
rashi-bhavishya-cell: ವೃಷಭ (148, 824, 189, 834)
rashi-bhavishya-cell: ವೃಶ್ಚಿಕ (148, 854, 189, 864)
sunrise-label: ಸೂರ್ಯೋದಯ (49, 427, 147, 440)
ardhaprahara-label: ಅರ್ಧಪ್ರಹರ (146, 554, 242, 567)
panchang-box (47, 260, 244, 698)
rashi-bhavishya-cell: ಮನಸ್ಸಿಗೆ (189, 854, 243, 864)
nmms-body-2 (605, 616, 900, 668)
obituary-article (652, 675, 902, 993)
rashi-bhavishya-row (48, 854, 243, 864)
upsc-event-photo (410, 150, 733, 310)
shubha-value: 11.37 AM to 01.11 AM (49, 517, 243, 529)
